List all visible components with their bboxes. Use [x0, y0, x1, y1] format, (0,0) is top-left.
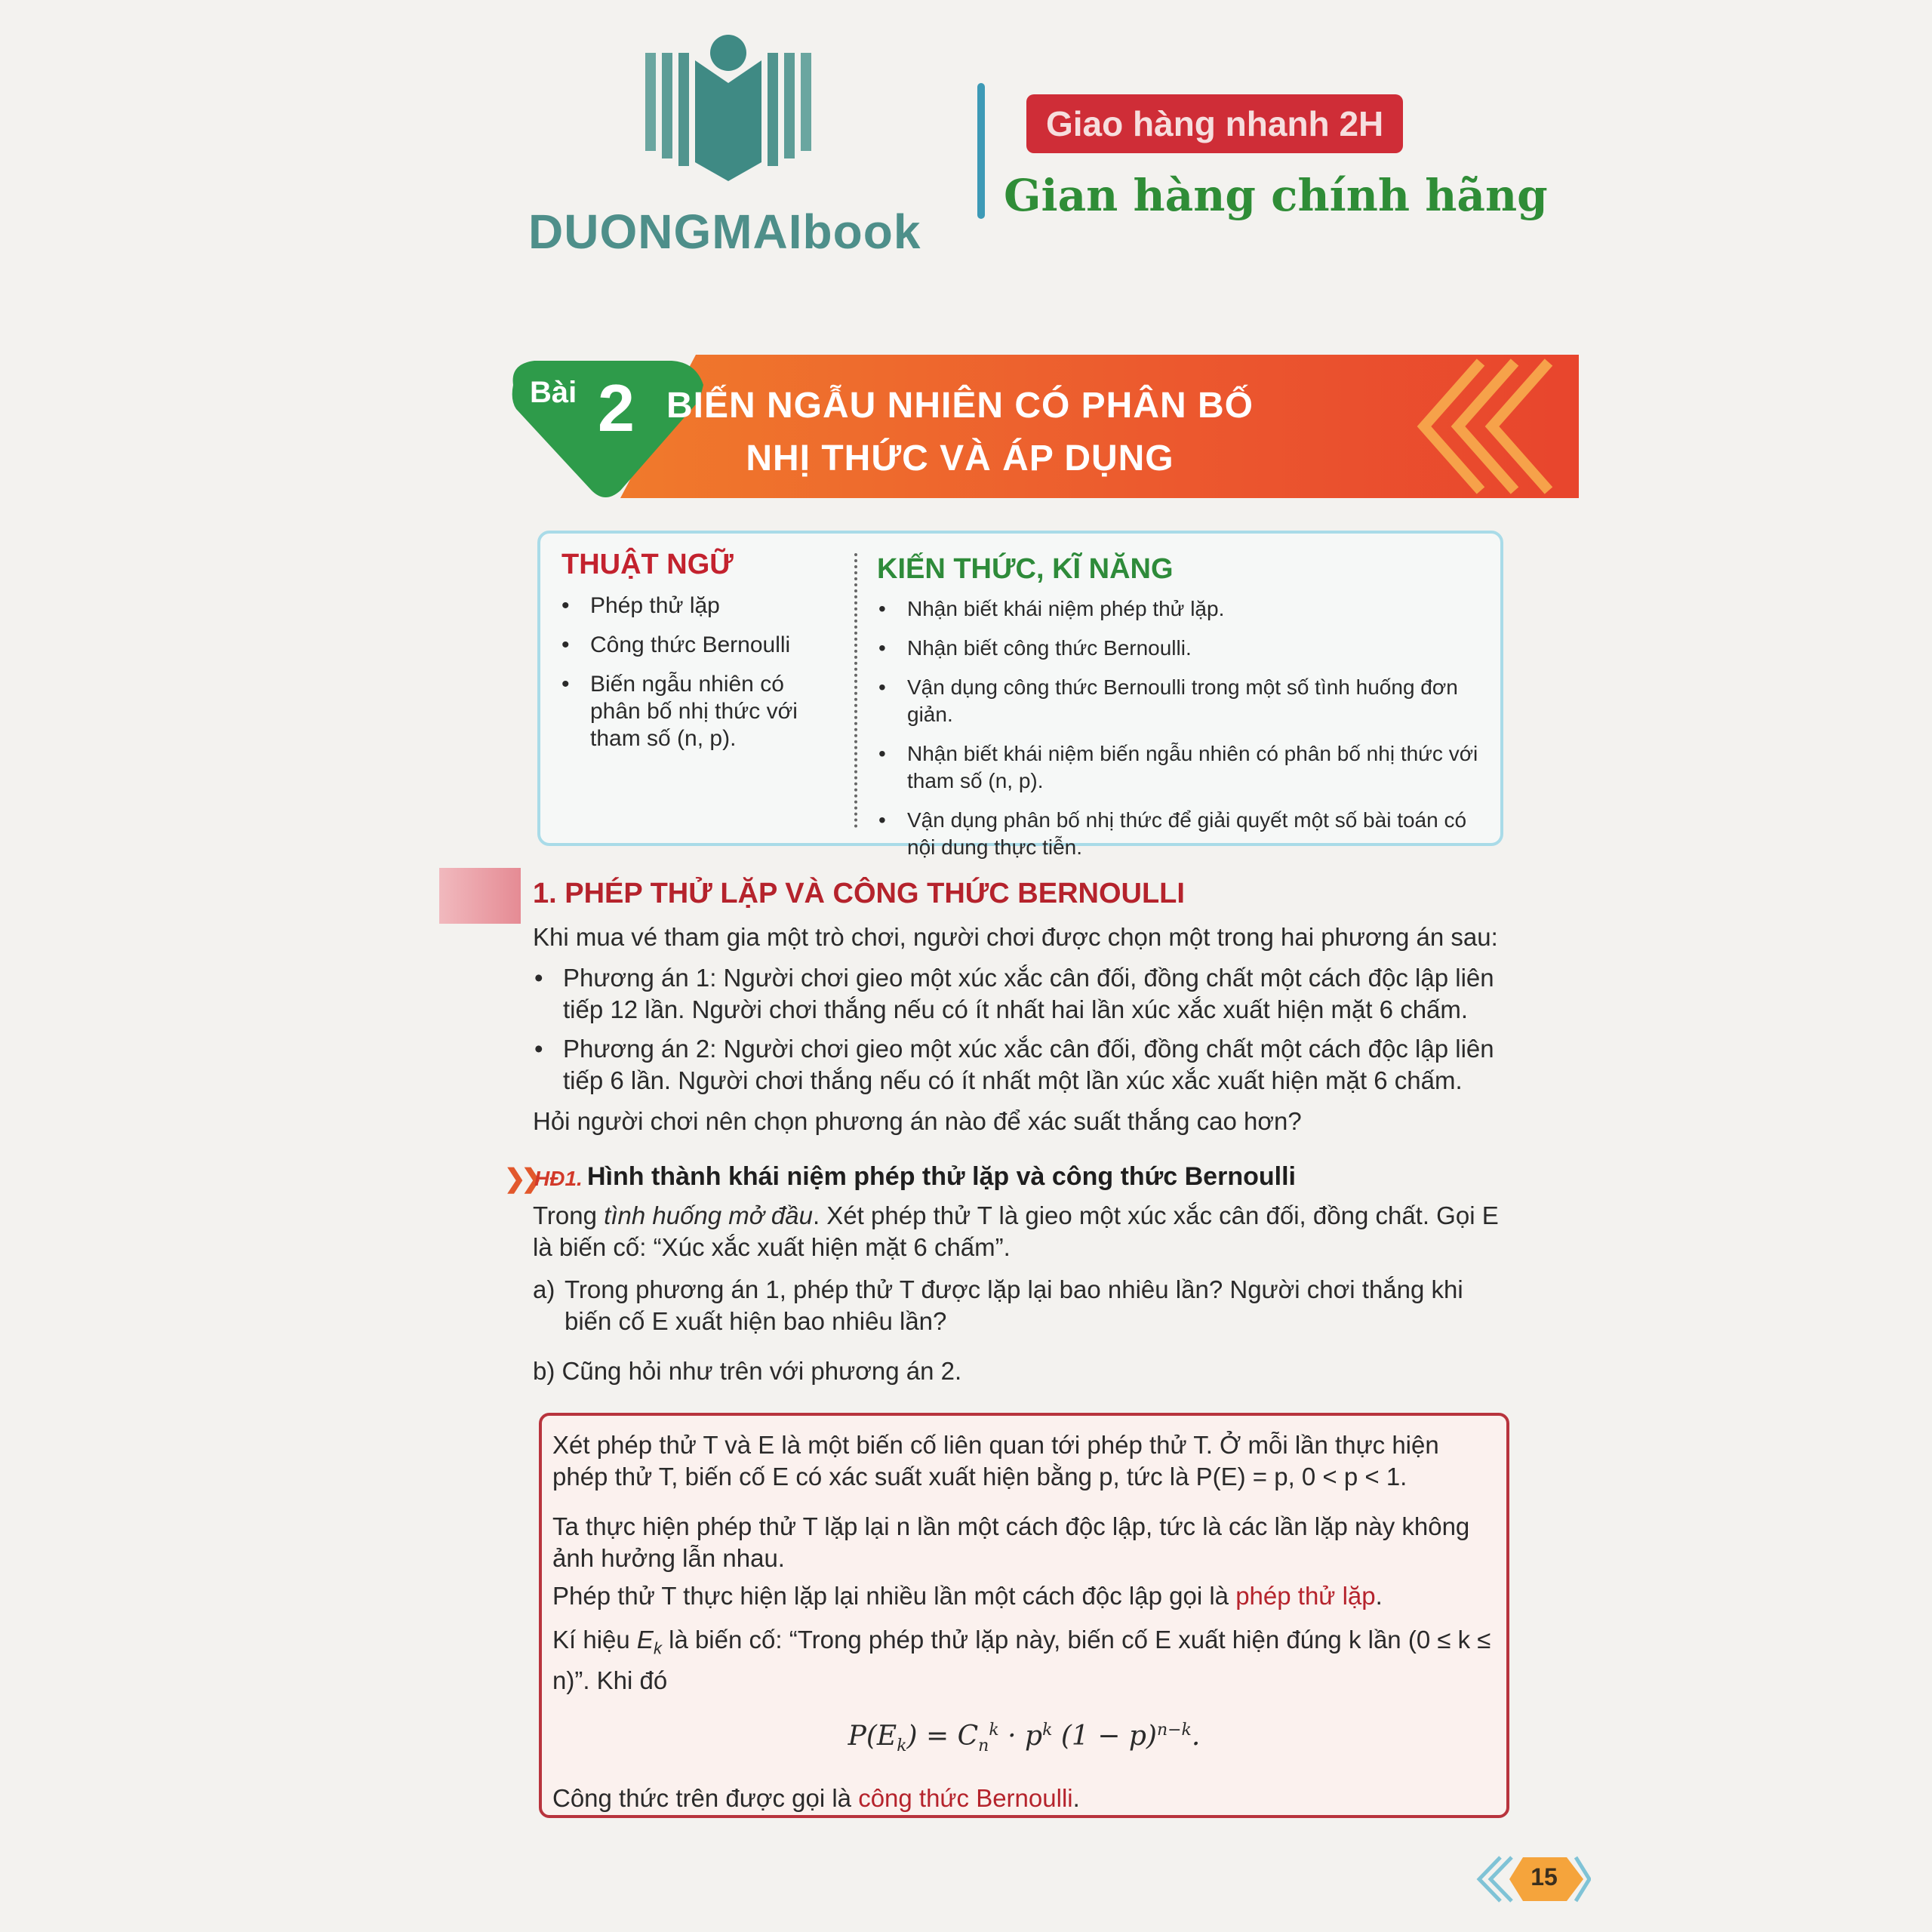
activity-part-b: b) Cũng hỏi như trên với phương án 2. — [533, 1357, 962, 1385]
shop-banner — [483, 23, 1548, 272]
definition-paragraph: Phép thử T thực hiện lặp lại nhiều lần một cách độc lập gọi là phép thử lặp. — [552, 1582, 1383, 1610]
list-item: • Phép thử lặp — [560, 592, 839, 620]
bernoulli-formula: $P(E_k) = C_n^k \cdot p^k$ $(1 - p)^{n-k}$. — [848, 1721, 1201, 1756]
page-number-badge — [1470, 1853, 1591, 1906]
definition-paragraph: Công thức trên được gọi là công thức Bernoulli. — [552, 1784, 1080, 1812]
activity-title: Hình thành khái niệm phép thử lặp và công thức Bernoulli — [587, 1162, 1296, 1191]
list-item: • Vận dụng công thức Bernoulli trong một số tình huống đơn giản. — [877, 674, 1481, 728]
list-item: • Phương án 2: Người chơi gieo một xúc xắc cân đối, đồng chất một cách độc lập liên tiếp 6 lần. Người chơi thắng nếu có ít nhất một lần xúc xắc xuất hiện mặt 6 chấm. — [533, 1033, 1506, 1097]
official-store-label: Gian hàng chính hãng — [1004, 170, 1548, 221]
list-item: • Biến ngẫu nhiên có phân bố nhị thức với tham số (n, p). — [560, 671, 839, 752]
list-item: • Nhận biết khái niệm phép thử lặp. — [877, 595, 1481, 623]
list-item: • Vận dụng phân bố nhị thức để giải quyết một số bài toán có nội dung thực tiễn. — [877, 807, 1481, 861]
section-title: 1. PHÉP THỬ LẶP VÀ CÔNG THỨC BERNOULLI — [533, 878, 1185, 909]
brand-name: DUONGMAIbook — [528, 205, 921, 259]
activity-part-a: a) Trong phương án 1, phép thử T được lặp lại bao nhiêu lần? Người chơi thắng khi biến cố E xuất hiện bao nhiêu lần? — [533, 1275, 1463, 1335]
fast-delivery-badge: Giao hàng nhanh 2H — [1026, 94, 1403, 153]
intro-paragraph: Khi mua vé tham gia một trò chơi, người chơi được chọn một trong hai phương án sau: — [533, 923, 1498, 951]
banner-divider — [977, 83, 985, 219]
skills-list — [877, 595, 1481, 873]
page-number: 15 — [1531, 1863, 1558, 1890]
open-book-logo-icon — [638, 30, 819, 181]
terms-list — [560, 592, 839, 764]
lesson-header-graphic — [507, 355, 1579, 506]
options-list — [533, 962, 1506, 1104]
definition-paragraph: Xét phép thử T và E là một biến cố liên quan tới phép thử T. Ở mỗi lần thực hiện phép thử T, biến cố E có xác suất xuất hiện bằng p, tức là P(E) = p, 0 < p < 1. — [552, 1431, 1439, 1491]
question-paragraph: Hỏi người chơi nên chọn phương án nào để xác suất thắng cao hơn? — [533, 1107, 1302, 1135]
double-chevron-icon: ❯❯ — [504, 1164, 538, 1193]
skills-heading: KIẾN THỨC, KĨ NĂNG — [877, 553, 1174, 585]
list-item: • Nhận biết công thức Bernoulli. — [877, 635, 1481, 662]
activity-code: HĐ1. — [534, 1167, 583, 1190]
column-divider — [854, 553, 857, 828]
definition-box — [539, 1413, 1509, 1818]
list-item: • Nhận biết khái niệm biến ngẫu nhiên có phân bố nhị thức với tham số (n, p). — [877, 740, 1481, 795]
definition-paragraph: Ta thực hiện phép thử T lặp lại n lần một cách độc lập, tức là các lần lặp này không ảnh hưởng lẫn nhau. — [552, 1512, 1470, 1572]
terms-heading: THUẬT NGỮ — [561, 549, 734, 580]
lesson-header — [507, 355, 1579, 506]
list-item: • Phương án 1: Người chơi gieo một xúc xắc cân đối, đồng chất một cách độc lập liên tiếp 12 lần. Người chơi thắng nếu có ít nhất hai lần xúc xắc xuất hiện mặt 6 chấm. — [533, 962, 1506, 1026]
terms-skills-box — [537, 531, 1503, 859]
lesson-number: 2 — [598, 371, 635, 445]
definition-paragraph: Kí hiệu $E_k$ là biến cố: “Trong phép thử lặp này, biến cố E xuất hiện đúng k lần (0 ≤ k ≤ n)”. Khi đó — [552, 1626, 1491, 1694]
list-item: • Công thức Bernoulli — [560, 632, 839, 659]
section-tab-marker — [439, 868, 521, 924]
lesson-label: Bài — [530, 376, 577, 409]
activity-body: Trong tình huống mở đầu. Xét phép thử T là gieo một xúc xắc cân đối, đồng chất. Gọi E là biến cố: “Xúc xắc xuất hiện mặt 6 chấm”. — [533, 1201, 1499, 1261]
lesson-title-line-2: NHỊ THỨC VÀ ÁP DỤNG — [746, 438, 1174, 478]
lesson-title-line-1: BIẾN NGẪU NHIÊN CÓ PHÂN BỐ — [666, 386, 1254, 426]
